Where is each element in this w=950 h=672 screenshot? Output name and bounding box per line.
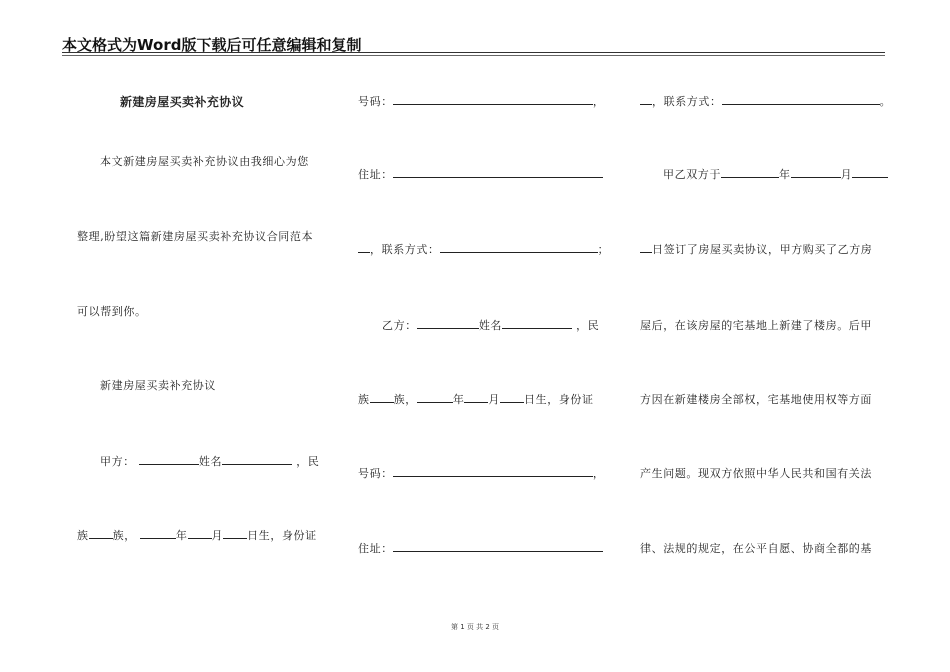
blank: [222, 455, 292, 465]
blank: [640, 95, 652, 105]
intro-line-2: 整理,盼望这篇新建房屋买卖补充协议合同范本: [77, 230, 314, 243]
party-a-ethnic-line: [77, 529, 317, 543]
blank: [502, 319, 572, 329]
semicolon: ；: [597, 243, 610, 256]
blank: [140, 529, 176, 539]
body-text: 日签订了房屋买卖协议，甲方购买了乙方房: [652, 243, 873, 256]
period: 。: [879, 95, 892, 108]
min-label: ，民: [296, 455, 320, 468]
ethnic-suffix: 族，: [393, 393, 417, 406]
min-label: ，民: [576, 319, 600, 332]
blank: [370, 393, 394, 403]
id-label: 号码：: [358, 467, 393, 480]
blank: [89, 529, 113, 539]
party-a-contact-line: [358, 243, 609, 257]
blank: [852, 168, 888, 178]
comma: ，: [592, 95, 605, 108]
blank: [640, 243, 652, 253]
party-a-line: [100, 455, 319, 469]
blank: [464, 393, 488, 403]
blank: [139, 455, 199, 465]
day-id-label: 日生，身份证: [247, 529, 317, 542]
both-parties-text: 甲乙双方于: [663, 168, 721, 181]
name-label: 姓名: [478, 319, 503, 332]
day-id-label: 日生，身份证: [524, 393, 594, 406]
doc-title: 新建房屋买卖补充协议: [120, 95, 245, 109]
blank: [223, 529, 247, 539]
month-label: 月: [488, 393, 501, 406]
signing-date-line: [663, 168, 888, 182]
party-a-label: 甲方：: [100, 455, 135, 468]
body-line-5: 方因在新建楼房全部权，宅基地使用权等方面: [640, 393, 872, 406]
year-label: 年: [175, 529, 188, 542]
month-label: 月: [211, 529, 224, 542]
blank: [358, 243, 370, 253]
year-label: 年: [779, 168, 791, 181]
body-line-7: 律、法规的规定，在公平自愿、协商全都的基: [640, 542, 872, 555]
blank: [188, 529, 212, 539]
agreement-subtitle: 新建房屋买卖补充协议: [100, 379, 216, 392]
year-label: 年: [452, 393, 465, 406]
blank: [417, 393, 453, 403]
address-label: 住址：: [358, 168, 393, 181]
blank: [722, 95, 880, 105]
blank: [721, 168, 779, 178]
blank: [393, 168, 603, 178]
ethnic-prefix: 族: [358, 393, 370, 406]
header-rule: [62, 52, 885, 53]
party-b-contact-line: [640, 95, 891, 109]
blank: [393, 542, 603, 552]
blank: [393, 467, 593, 477]
blank: [500, 393, 524, 403]
party-b-address-line: [358, 542, 603, 556]
ethnic-suffix: 族，: [112, 529, 136, 542]
party-b-line: [382, 319, 599, 333]
blank: [440, 243, 598, 253]
blank: [393, 95, 593, 105]
contact-label: ，联系方式：: [370, 243, 440, 256]
party-b-label: 乙方：: [382, 319, 417, 332]
ethnic-prefix: 族: [77, 529, 89, 542]
body-line-3: [640, 243, 872, 257]
contact-label: ，联系方式：: [652, 95, 722, 108]
party-a-id-line: [358, 95, 604, 109]
comma: ，: [592, 467, 605, 480]
header-rule-thin: [62, 55, 885, 56]
blank: [417, 319, 479, 329]
intro-line-3: 可以帮到你。: [77, 305, 147, 318]
document-header: 本文格式为Word版下载后可任意编辑和复制: [62, 36, 362, 54]
body-line-6: 产生问题。现双方依照中华人民共和国有关法: [640, 467, 872, 480]
address-label: 住址：: [358, 542, 393, 555]
intro-line-1: 本文新建房屋买卖补充协议由我细心为您: [100, 155, 309, 168]
party-b-id-line: [358, 467, 604, 481]
page-footer: 第 1 页 共 2 页: [450, 623, 500, 631]
name-label: 姓名: [198, 455, 223, 468]
id-label: 号码：: [358, 95, 393, 108]
month-label: 月: [840, 168, 853, 181]
body-line-4: 屋后，在该房屋的宅基地上新建了楼房。后甲: [640, 319, 872, 332]
blank: [791, 168, 841, 178]
party-a-address-line: [358, 168, 603, 182]
party-b-ethnic-line: [358, 393, 594, 407]
